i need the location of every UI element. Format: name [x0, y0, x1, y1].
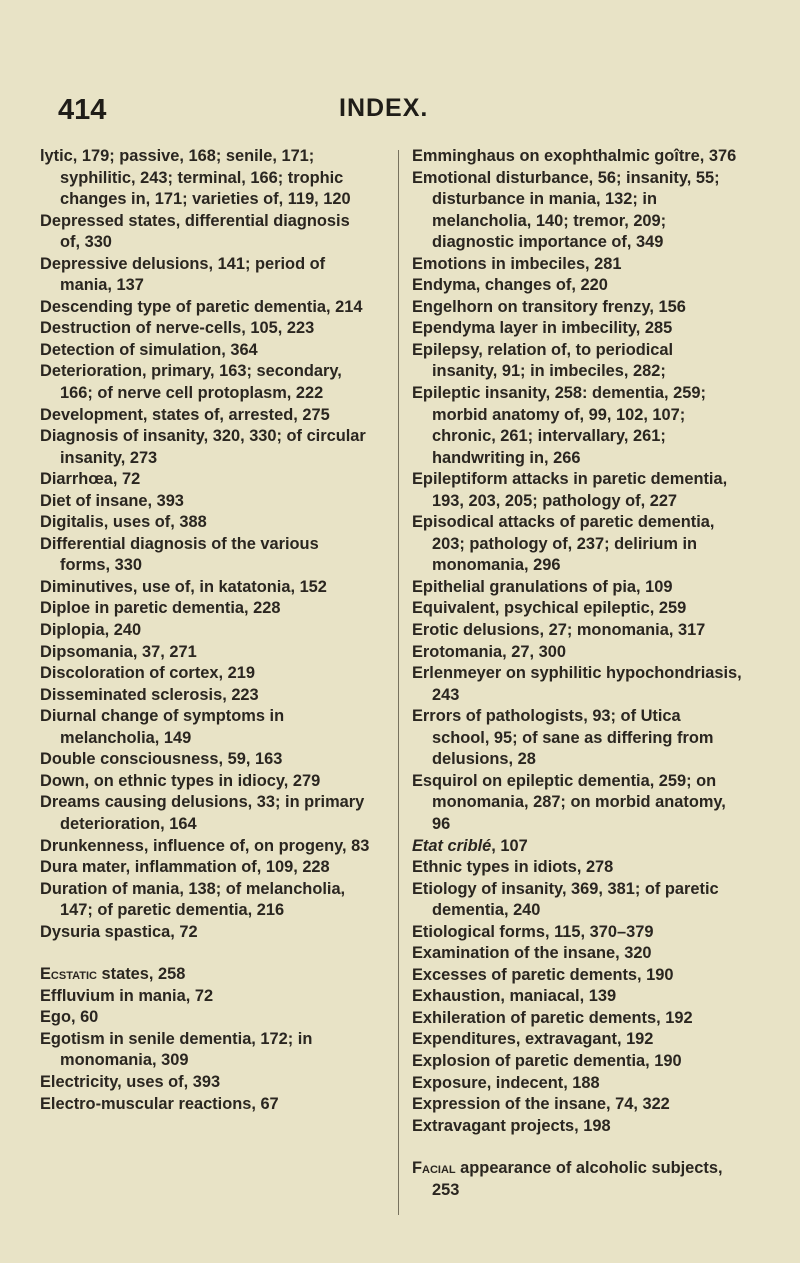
index-entry	[412, 1073, 742, 1095]
index-entry	[412, 340, 742, 383]
index-entry	[40, 534, 370, 577]
index-entry-text: Egotism in senile dementia, 172; in monomania, 309	[40, 1029, 313, 1070]
index-entry	[40, 964, 370, 986]
index-entry	[412, 297, 742, 319]
index-entry-text: Erotomania, 27, 300	[412, 642, 566, 661]
index-entry-text: Emotional disturbance, 56; insanity, 55; disturbance in mania, 132; in melancholia, 140; tremor, 209; diagnostic importance of, 349	[412, 168, 720, 252]
index-entry-text: Episodical attacks of paretic dementia, 203; pathology of, 237; delirium in monomania, 296	[412, 513, 715, 575]
index-entry-text: Disseminated sclerosis, 223	[40, 685, 259, 704]
index-entry	[412, 620, 742, 642]
index-entry	[412, 771, 742, 836]
index-entry-text: Dura mater, inflammation of, 109, 228	[40, 858, 330, 877]
index-entry	[40, 620, 370, 642]
index-entry	[40, 1007, 370, 1029]
index-entry-text: Double consciousness, 59, 163	[40, 750, 283, 769]
index-entry-lead: Facial	[412, 1159, 456, 1178]
index-entry	[412, 943, 742, 965]
index-entry	[412, 275, 742, 297]
index-entry-text: Drunkenness, influence of, on progeny, 83	[40, 836, 370, 855]
index-entry	[412, 879, 742, 922]
index-entry-text: Dipsomania, 37, 271	[40, 642, 197, 661]
page-number: 414	[58, 94, 107, 126]
index-entry-text: Errors of pathologists, 93; of Utica school, 95; of sane as differing from delusions, 28	[412, 707, 714, 769]
index-entry-text: states, 258	[96, 965, 186, 984]
index-entry	[412, 1051, 742, 1073]
index-entry	[412, 512, 742, 577]
index-entry-text: Depressive delusions, 141; period of mania, 137	[40, 254, 326, 295]
index-entry-text: Exposure, indecent, 188	[412, 1073, 600, 1092]
index-entry-text: Expression of the insane, 74, 322	[412, 1095, 670, 1114]
index-entry-text: Effluvium in mania, 72	[40, 986, 214, 1005]
index-entry-text: Epilepsy, relation of, to periodical insanity, 91; in imbeciles, 282;	[412, 340, 674, 381]
index-entry	[412, 836, 742, 858]
index-entry-text: Diarrhœa, 72	[40, 470, 141, 489]
index-entry	[40, 857, 370, 879]
index-entry	[40, 598, 370, 620]
index-entry-text: Engelhorn on transitory frenzy, 156	[412, 297, 686, 316]
index-entry	[40, 512, 370, 534]
index-entry-text: Exhaustion, maniacal, 139	[412, 987, 617, 1006]
index-entry	[40, 405, 370, 427]
index-entry-text: Equivalent, psychical epileptic, 259	[412, 599, 687, 618]
index-entry	[412, 986, 742, 1008]
index-entry	[40, 211, 370, 254]
index-entry-text: Digitalis, uses of, 388	[40, 513, 207, 532]
index-entry	[412, 1029, 742, 1051]
index-entry	[40, 577, 370, 599]
index-entry-text: Deterioration, primary, 163; secondary, 166; of nerve cell protoplasm, 222	[40, 362, 342, 403]
index-entry	[412, 706, 742, 771]
index-column-right	[412, 146, 742, 1201]
index-entry-text: Extravagant projects, 198	[412, 1116, 611, 1135]
index-entry	[40, 663, 370, 685]
index-entry-text: Diet of insane, 393	[40, 491, 184, 510]
index-entry-text: Duration of mania, 138; of melancholia, 147; of paretic dementia, 216	[40, 879, 346, 920]
index-entry	[412, 922, 742, 944]
index-entry	[40, 642, 370, 664]
index-entry-text: Etiological forms, 115, 370–379	[412, 922, 654, 941]
index-entry	[412, 598, 742, 620]
index-entry	[40, 879, 370, 922]
index-entry-text: Etiology of insanity, 369, 381; of paretic dementia, 240	[412, 879, 719, 920]
index-entry	[40, 792, 370, 835]
index-entry	[412, 1094, 742, 1116]
index-entry-text: Ethnic types in idiots, 278	[412, 858, 614, 877]
index-entry-text: appearance of alcoholic subjects, 253	[432, 1159, 723, 1199]
index-entry-text: Diurnal change of symptoms in melancholia, 149	[40, 707, 285, 747]
index-entry-text: Destruction of nerve-cells, 105, 223	[40, 319, 315, 338]
index-entry	[40, 1029, 370, 1072]
index-entry-text: lytic, 179; passive, 168; senile, 171; syphilitic, 243; terminal, 166; trophic changes in, 171; varieties of, 119, 120	[40, 147, 351, 209]
index-entry-text: Epithelial granulations of pia, 109	[412, 577, 673, 596]
index-entry	[40, 491, 370, 513]
index-entry-text: Differential diagnosis of the various forms, 330	[40, 534, 319, 575]
index-entry-text: Discoloration of cortex, 219	[40, 664, 255, 683]
index-entry-text: Diplopia, 240	[40, 621, 142, 640]
index-entry-text: Emotions in imbeciles, 281	[412, 254, 622, 273]
index-entry	[40, 986, 370, 1008]
index-entry	[412, 168, 742, 254]
index-entry	[412, 577, 742, 599]
index-entry	[412, 1008, 742, 1030]
index-entry-text: Ependyma layer in imbecility, 285	[412, 319, 673, 338]
index-entry-lead: Ecstatic	[40, 965, 97, 984]
index-entry-lead: Etat criblé	[412, 836, 492, 855]
index-entry-text: Diminutives, use of, in katatonia, 152	[40, 577, 327, 596]
index-entry	[412, 1116, 742, 1138]
index-entry-text: Development, states of, arrested, 275	[40, 405, 330, 424]
index-entry-text: Exhileration of paretic dements, 192	[412, 1008, 693, 1027]
index-entry	[412, 318, 742, 340]
index-entry-text: Examination of the insane, 320	[412, 944, 652, 963]
index-entry-text: Electro-muscular reactions, 67	[40, 1094, 279, 1113]
index-entry	[40, 836, 370, 858]
index-entry	[40, 1072, 370, 1094]
index-entry	[412, 254, 742, 276]
index-entry-text: Explosion of paretic dementia, 190	[412, 1051, 682, 1070]
index-entry	[40, 297, 370, 319]
index-column-left	[40, 146, 370, 1115]
index-entry-text: Ego, 60	[40, 1008, 99, 1027]
index-entry-text: Down, on ethnic types in idiocy, 279	[40, 771, 321, 790]
index-entry-text: Dreams causing delusions, 33; in primary deterioration, 164	[40, 793, 365, 833]
index-entry	[40, 1094, 370, 1116]
index-entry	[412, 469, 742, 512]
index-entry	[40, 771, 370, 793]
running-head: INDEX.	[339, 94, 429, 122]
index-entry	[412, 663, 742, 706]
index-entry-text: Excesses of paretic dements, 190	[412, 965, 674, 984]
index-entry-text: Descending type of paretic dementia, 214	[40, 297, 363, 316]
index-entry	[40, 706, 370, 749]
index-entry-text: Epileptiform attacks in paretic dementia, 193, 203, 205; pathology of, 227	[412, 470, 728, 510]
index-entry-text: Depressed states, differential diagnosis of, 330	[40, 211, 350, 252]
index-entry-text: , 107	[491, 836, 528, 855]
index-entry	[40, 922, 370, 944]
index-entry	[412, 383, 742, 469]
index-entry	[412, 857, 742, 879]
index-entry	[40, 254, 370, 297]
index-entry-text: Epileptic insanity, 258: dementia, 259; morbid anatomy of, 99, 102, 107; chronic, 261; intervallary, 261; handwriting in, 266	[412, 384, 706, 467]
index-entry	[40, 426, 370, 469]
index-entry-text: Erlenmeyer on syphilitic hypochondriasis, 243	[412, 664, 742, 704]
index-entry	[40, 749, 370, 771]
index-entry-text: Erotic delusions, 27; monomania, 317	[412, 621, 706, 640]
index-entry-text: Esquirol on epileptic dementia, 259; on monomania, 287; on morbid anatomy, 96	[412, 771, 726, 833]
index-entry	[40, 146, 370, 211]
index-entry	[412, 146, 742, 168]
index-entry	[412, 642, 742, 664]
index-entry	[40, 340, 370, 362]
column-divider	[398, 150, 399, 1215]
index-entry-text: Expenditures, extravagant, 192	[412, 1030, 654, 1049]
index-entry-text: Endyma, changes of, 220	[412, 276, 608, 295]
index-entry	[40, 469, 370, 491]
index-entry-text: Diploe in paretic dementia, 228	[40, 599, 281, 618]
index-entry	[40, 318, 370, 340]
index-entry	[40, 685, 370, 707]
index-entry-text: Dysuria spastica, 72	[40, 922, 198, 941]
index-entry-text: Detection of simulation, 364	[40, 340, 258, 359]
index-entry-text: Diagnosis of insanity, 320, 330; of circular insanity, 273	[40, 427, 366, 467]
index-entry-text: Electricity, uses of, 393	[40, 1072, 221, 1091]
index-entry	[412, 1158, 742, 1201]
index-entry-text: Emminghaus on exophthalmic goître, 376	[412, 147, 737, 165]
index-entry	[40, 361, 370, 404]
index-entry	[412, 965, 742, 987]
